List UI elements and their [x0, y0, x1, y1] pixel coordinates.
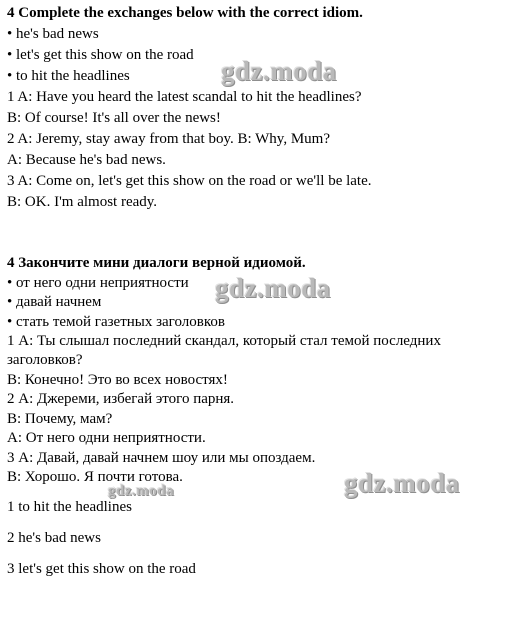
dialogue-line: A: Because he's bad news.	[7, 152, 166, 168]
dialogue-line: 3 А: Давай, давай начнем шоу или мы опоздаем.	[7, 450, 316, 466]
option-item: • стать темой газетных заголовков	[7, 314, 225, 330]
dialogue-line: В: Хорошо. Я почти готова.	[7, 469, 183, 485]
dialogue-line: 1 A: Have you heard the latest scandal to hit the headlines?	[7, 89, 362, 105]
watermark: gdz.moda	[344, 468, 460, 498]
watermark: gdz.moda	[108, 483, 175, 499]
answer-line: 1 to hit the headlines	[7, 499, 132, 515]
dialogue-line: 2 А: Джереми, избегай этого парня.	[7, 391, 235, 407]
dialogue-line: B: OK. I'm almost ready.	[7, 194, 158, 210]
dialogue-line: B: Of course! It's all over the news!	[7, 110, 221, 126]
option-item: • от него одни неприятности	[7, 275, 189, 291]
english-heading: 4 Complete the exchanges below with the correct idiom.	[7, 5, 363, 21]
option-item: • to hit the headlines	[7, 68, 130, 84]
dialogue-line: 2 A: Jeremy, stay away from that boy. B: Why, Mum?	[7, 131, 330, 147]
dialogue-line: 3 A: Come on, let's get this show on the road or we'll be late.	[7, 173, 372, 189]
option-item: • he's bad news	[7, 26, 99, 42]
dialogue-line: В: Конечно! Это во всех новостях!	[7, 372, 228, 388]
watermark: gdz.moda	[215, 273, 331, 303]
dialogue-line: В: Почему, мам?	[7, 411, 113, 427]
answer-line: 3 let's get this show on the road	[7, 561, 196, 577]
answer-line: 2 he's bad news	[7, 530, 101, 546]
russian-heading: 4 Закончите мини диалоги верной идиомой.	[7, 255, 306, 271]
dialogue-line: заголовков?	[7, 352, 83, 368]
watermark: gdz.moda	[221, 56, 337, 86]
option-item: • let's get this show on the road	[7, 47, 194, 63]
dialogue-line: А: От него одни неприятности.	[7, 430, 206, 446]
dialogue-line: 1 А: Ты слышал последний скандал, который стал темой последних	[7, 333, 441, 349]
option-item: • давай начнем	[7, 294, 102, 310]
